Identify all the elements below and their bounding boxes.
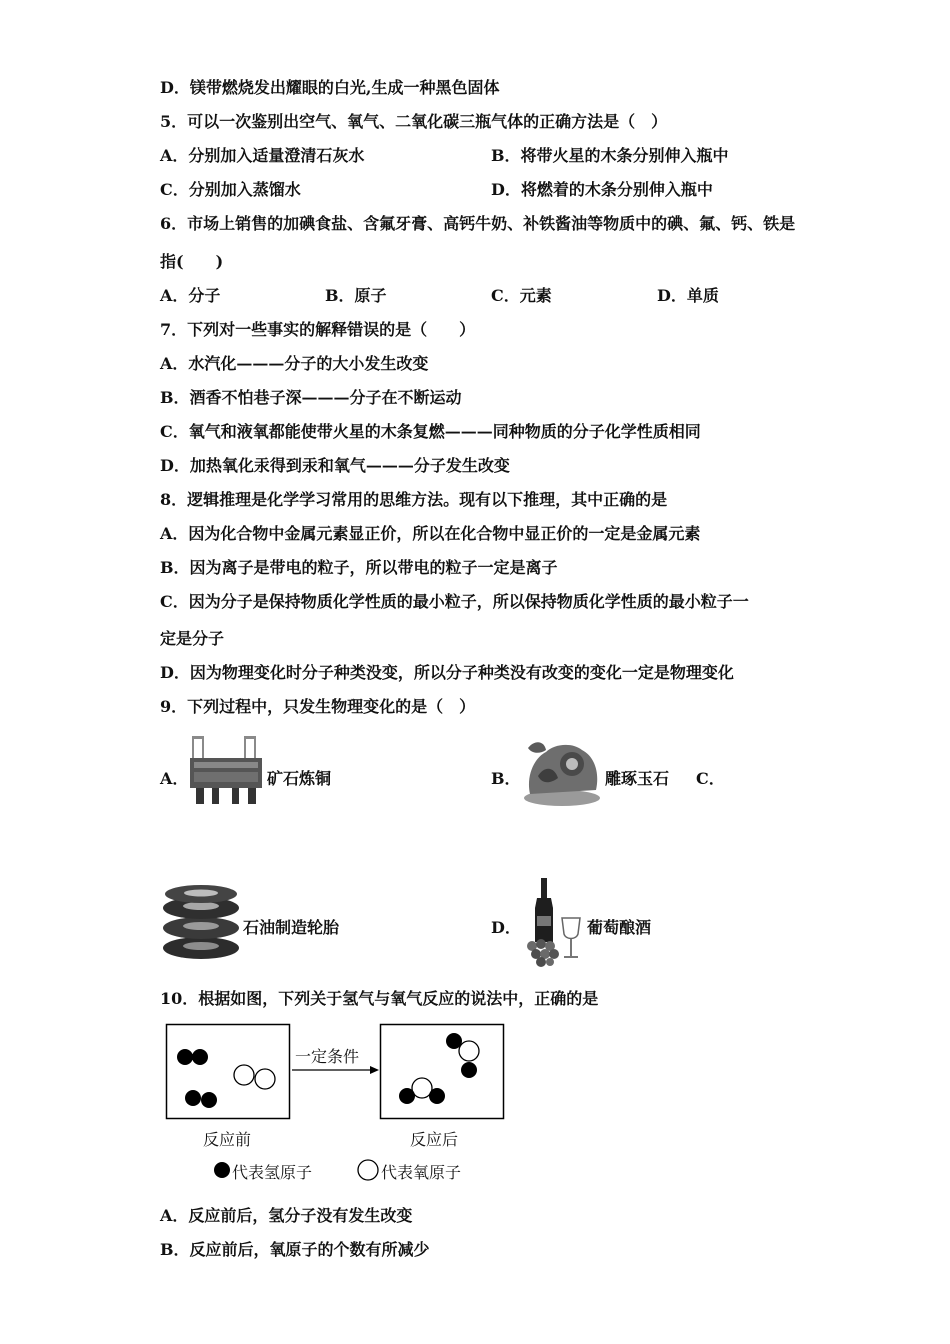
hydrogen-legend-icon xyxy=(212,1160,232,1180)
q9-option-b-letter: B． xyxy=(491,769,521,788)
wine-grapes-icon xyxy=(522,876,586,968)
hydrogen-atom xyxy=(185,1090,201,1106)
q6-option-b: B．原子 xyxy=(325,286,387,305)
q9-option-a-letter: A． xyxy=(160,769,189,788)
after-label: 反应后 xyxy=(410,1130,459,1149)
q7-option-c: C．氧气和液氧都能使带火星的木条复燃———同种物质的分子化学性质相同 xyxy=(160,422,701,441)
oxygen-atom xyxy=(234,1065,254,1085)
oxygen-atom xyxy=(459,1041,479,1061)
q5-option-b: B．将带火星的木条分别伸入瓶中 xyxy=(491,146,729,165)
q9-option-a-text: 矿石炼铜 xyxy=(267,769,332,788)
q6-option-c: C．元素 xyxy=(491,286,552,305)
q8-option-b: B．因为离子是带电的粒子，所以带电的粒子一定是离子 xyxy=(160,558,558,577)
hydrogen-atom xyxy=(429,1088,445,1104)
q8-option-a: A．因为化合物中金属元素显正价，所以在化合物中显正价的一定是金属元素 xyxy=(160,524,701,543)
legend-oxygen-label: 代表氧原子 xyxy=(381,1163,462,1182)
q9-option-c-text: 石油制造轮胎 xyxy=(243,918,340,937)
hydrogen-atom xyxy=(201,1092,217,1108)
q7-option-a: A．水汽化———分子的大小发生改变 xyxy=(160,354,429,373)
q6-option-d: D．单质 xyxy=(657,286,719,305)
carved-jade-icon xyxy=(520,736,604,806)
oxygen-atom xyxy=(255,1069,275,1089)
hydrogen-atom xyxy=(177,1049,193,1065)
q8-option-c-line1: C．因为分子是保持物质化学性质的最小粒子，所以保持物质化学性质的最小粒子一 xyxy=(160,592,749,611)
q9-stem: 9．下列过程中，只发生物理变化的是（ ） xyxy=(160,697,476,716)
q10-option-a: A．反应前后，氢分子没有发生改变 xyxy=(160,1206,413,1225)
oxygen-legend-icon xyxy=(356,1158,380,1182)
q8-stem: 8．逻辑推理是化学学习常用的思维方法。现有以下推理，其中正确的是 xyxy=(160,490,668,509)
bronze-ding-icon xyxy=(186,730,266,806)
q5-option-c: C．分别加入蒸馏水 xyxy=(160,180,301,199)
reaction-diagram xyxy=(164,1022,508,1120)
oxygen-atom xyxy=(412,1078,432,1098)
q5-stem: 5．可以一次鉴别出空气、氧气、二氧化碳三瓶气体的正确方法是（ ） xyxy=(160,112,668,131)
legend-hydrogen-label: 代表氢原子 xyxy=(232,1163,313,1182)
q7-stem: 7．下列对一些事实的解释错误的是（ ） xyxy=(160,320,476,339)
q8-option-c-line2: 定是分子 xyxy=(160,629,225,648)
q10-option-b: B．反应前后，氧原子的个数有所减少 xyxy=(160,1240,430,1259)
q6-stem-line2: 指( ) xyxy=(160,252,224,271)
arrow-head-icon xyxy=(370,1066,379,1074)
hydrogen-atom xyxy=(461,1062,477,1078)
q5-option-d: D．将燃着的木条分别伸入瓶中 xyxy=(491,180,713,199)
hydrogen-atom xyxy=(399,1088,415,1104)
q7-option-b: B．酒香不怕巷子深———分子在不断运动 xyxy=(160,388,462,407)
q5-option-a: A．分别加入适量澄清石灰水 xyxy=(160,146,365,165)
hydrogen-atom xyxy=(192,1049,208,1065)
arrow-condition-label: 一定条件 xyxy=(295,1047,360,1066)
q4-option-d: D．镁带燃烧发出耀眼的白光,生成一种黑色固体 xyxy=(160,78,500,97)
q10-stem: 10．根据如图，下列关于氢气与氧气反应的说法中，正确的是 xyxy=(160,989,599,1008)
after-box xyxy=(381,1025,504,1119)
q9-option-b-text: 雕琢玉石 xyxy=(605,769,670,788)
q6-stem-line1: 6．市场上销售的加碘食盐、含氟牙膏、高钙牛奶、补铁酱油等物质中的碘、氟、钙、铁是 xyxy=(160,214,796,233)
before-label: 反应前 xyxy=(203,1130,252,1149)
q9-option-c-letter: C． xyxy=(696,769,725,788)
q9-option-d-letter: D． xyxy=(491,918,521,937)
q8-option-d: D．因为物理变化时分子种类没变，所以分子种类没有改变的变化一定是物理变化 xyxy=(160,663,734,682)
q6-option-a: A．分子 xyxy=(160,286,221,305)
q7-option-d: D．加热氧化汞得到汞和氧气———分子发生改变 xyxy=(160,456,510,475)
tires-icon xyxy=(160,882,242,962)
q9-option-d-text: 葡萄酿酒 xyxy=(587,918,652,937)
